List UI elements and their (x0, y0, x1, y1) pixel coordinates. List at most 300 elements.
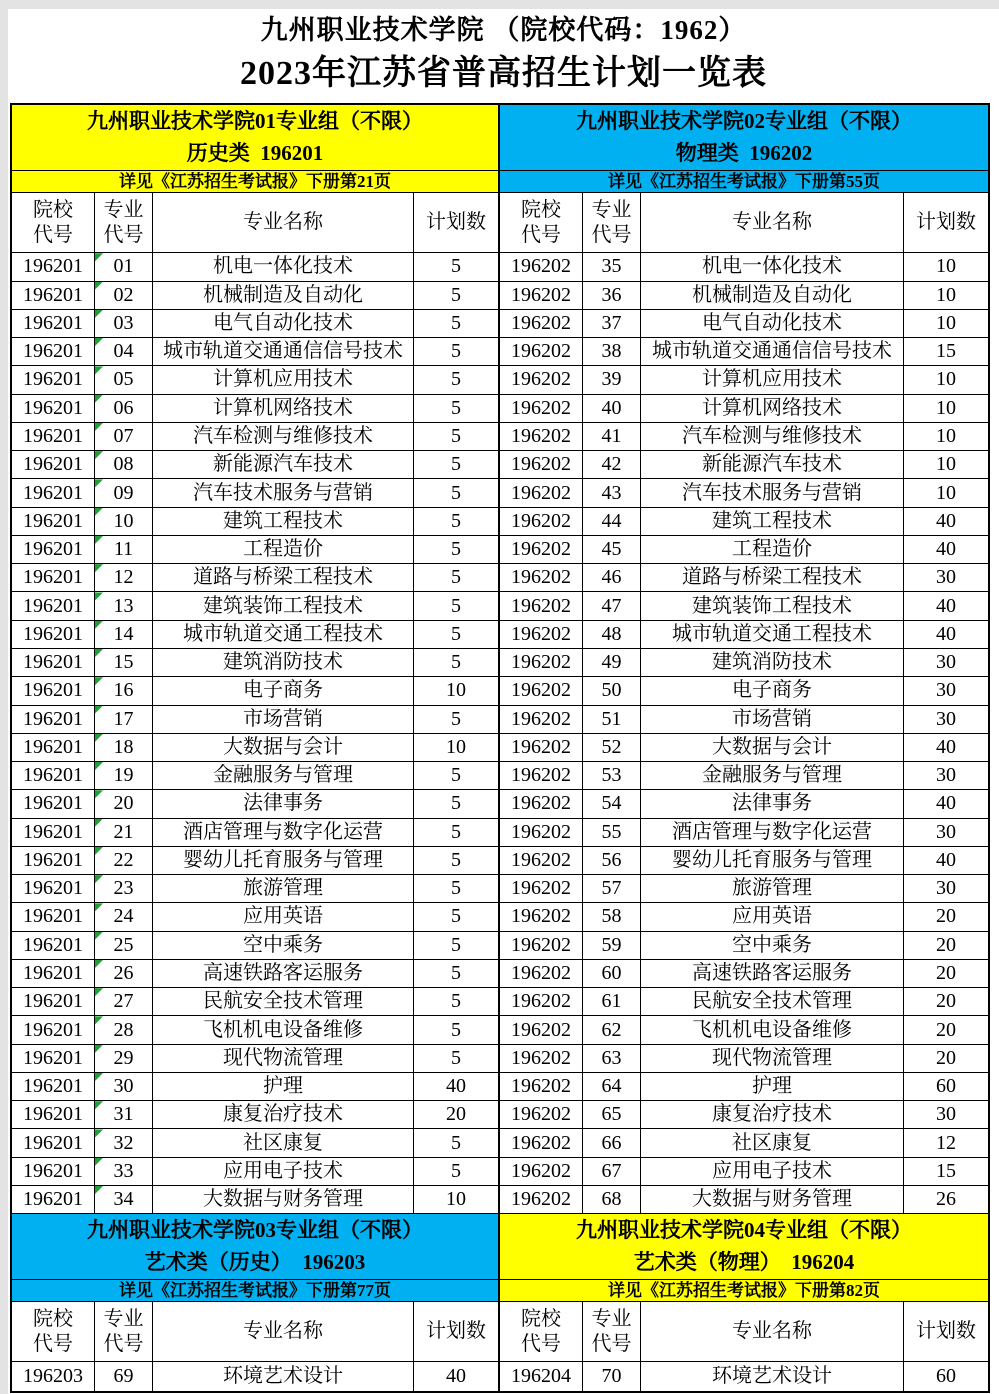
major-name-cell: 社区康复 (641, 1129, 904, 1156)
table-row (500, 479, 988, 507)
major-code-cell: 37 (583, 310, 641, 337)
major-name-cell: 工程造价 (641, 536, 904, 563)
panel-group-04 (500, 1214, 988, 1390)
group-03-note: 详见《江苏招生考试报》下册第77页 (12, 1280, 498, 1302)
plan-count-cell: 5 (451, 509, 461, 532)
college-code-cell: 196202 (500, 734, 583, 761)
flag-triangle-icon (95, 988, 103, 996)
college-code-cell: 196202 (500, 282, 583, 309)
plan-count-cell: 20 (936, 990, 956, 1013)
plan-count-cell: 40 (936, 594, 956, 617)
spreadsheet-page (8, 9, 999, 1394)
flag-triangle-icon (95, 677, 103, 685)
table-row (500, 903, 988, 931)
table-row (500, 960, 988, 988)
table-row (12, 366, 498, 394)
table-row (500, 621, 988, 649)
flag-triangle-icon (95, 282, 103, 290)
table-row (12, 282, 498, 310)
college-code-cell: 196201 (12, 1073, 95, 1100)
flag-triangle-icon (95, 706, 103, 714)
plan-count-cell: 5 (451, 594, 461, 617)
major-code-cell: 49 (583, 649, 641, 676)
column-header-major-name: 专业名称 (641, 1302, 904, 1361)
group-02-header (500, 105, 988, 171)
table-row (500, 564, 988, 592)
major-name-cell: 计算机网络技术 (641, 395, 904, 422)
college-code-cell: 196201 (12, 932, 95, 959)
column-header-major-name: 专业名称 (153, 1302, 414, 1361)
major-code-cell: 63 (583, 1045, 641, 1072)
plan-count-cell: 5 (451, 622, 461, 645)
table-row (500, 423, 988, 451)
college-code-cell: 196201 (12, 734, 95, 761)
major-name-cell: 计算机应用技术 (641, 366, 904, 393)
college-code-cell: 196201 (12, 790, 95, 817)
major-name-cell: 现代物流管理 (153, 1045, 414, 1072)
college-code-cell: 196201 (12, 1016, 95, 1043)
major-code-cell: 59 (583, 932, 641, 959)
table-row (500, 1016, 988, 1044)
plan-count-cell: 10 (936, 396, 956, 419)
plan-count-cell: 15 (936, 1159, 956, 1182)
major-code-cell: 29 (95, 1045, 153, 1072)
plan-count-cell: 20 (446, 1103, 466, 1126)
table-row (12, 395, 498, 423)
college-code-cell: 196201 (12, 282, 95, 309)
flag-triangle-icon (95, 847, 103, 855)
plan-count-cell: 5 (451, 1159, 461, 1182)
column-header-plan-count: 计划数 (426, 1320, 486, 1343)
major-code-cell: 62 (583, 1016, 641, 1043)
table-row (12, 508, 498, 536)
table-row (500, 706, 988, 734)
major-code-cell: 64 (583, 1073, 641, 1100)
plan-count-cell: 5 (451, 255, 461, 278)
table-row (500, 988, 988, 1016)
college-code-cell: 196202 (500, 1186, 583, 1213)
column-header-plan-count: 计划数 (426, 211, 486, 234)
flag-triangle-icon (95, 395, 103, 403)
college-code-cell: 196201 (12, 366, 95, 393)
college-code-cell: 196201 (12, 649, 95, 676)
major-code-cell: 56 (583, 847, 641, 874)
major-name-cell: 金融服务与管理 (153, 762, 414, 789)
plan-count-cell: 5 (451, 707, 461, 730)
major-name-cell: 建筑消防技术 (641, 649, 904, 676)
major-code-cell: 40 (583, 395, 641, 422)
major-code-cell: 13 (95, 592, 153, 619)
college-code-cell: 196201 (12, 592, 95, 619)
flag-triangle-icon (95, 1158, 103, 1166)
plan-count-cell: 5 (451, 283, 461, 306)
flag-triangle-icon (95, 649, 103, 657)
table-row (12, 310, 498, 338)
plan-count-cell: 30 (936, 707, 956, 730)
table-row (500, 253, 988, 281)
major-code-cell: 55 (583, 819, 641, 846)
table-row (500, 282, 988, 310)
major-code-cell: 17 (95, 706, 153, 733)
group-name: 九州职业技术学院02专业组（不限） (576, 109, 912, 134)
major-code-cell: 22 (95, 847, 153, 874)
college-code-cell: 196201 (12, 338, 95, 365)
college-code-cell: 196202 (500, 1016, 583, 1043)
plan-count-cell: 5 (451, 311, 461, 334)
plan-count-cell: 10 (936, 368, 956, 391)
major-name-cell: 汽车技术服务与营销 (153, 479, 414, 506)
table-row (500, 366, 988, 394)
table-row (500, 536, 988, 564)
major-code-cell: 61 (583, 988, 641, 1015)
group-name: 九州职业技术学院01专业组（不限） (87, 109, 423, 134)
plan-count-cell: 20 (936, 962, 956, 985)
major-code-cell: 09 (95, 479, 153, 506)
major-code-cell: 38 (583, 338, 641, 365)
college-code-cell: 196202 (500, 960, 583, 987)
college-code-cell: 196201 (12, 819, 95, 846)
column-header-text: 代号 (103, 223, 144, 246)
major-name-cell: 机械制造及自动化 (153, 282, 414, 309)
column-header-text: 代号 (33, 223, 73, 246)
major-code-cell: 31 (95, 1101, 153, 1128)
plan-count-cell: 5 (451, 848, 461, 871)
college-code-cell: 196202 (500, 677, 583, 704)
major-name-cell: 电气自动化技术 (153, 310, 414, 337)
flag-triangle-icon (95, 310, 103, 318)
college-code-cell: 196201 (12, 479, 95, 506)
table-row (12, 903, 498, 931)
table-row (12, 253, 498, 281)
plan-count-cell: 30 (936, 566, 956, 589)
major-name-cell: 婴幼儿托育服务与管理 (641, 847, 904, 874)
group-04-header (500, 1214, 988, 1280)
flag-triangle-icon (95, 903, 103, 911)
table-row (12, 479, 498, 507)
major-name-cell: 新能源汽车技术 (641, 451, 904, 478)
major-name-cell: 电子商务 (641, 677, 904, 704)
flag-triangle-icon (95, 592, 103, 600)
plan-count-cell: 30 (936, 764, 956, 787)
major-code-cell: 11 (95, 536, 153, 563)
college-code-cell: 196202 (500, 395, 583, 422)
college-code-cell: 196203 (12, 1362, 95, 1390)
major-name-cell: 汽车技术服务与营销 (641, 479, 904, 506)
column-header-text: 院校 (33, 198, 73, 221)
plan-count-cell: 20 (936, 1018, 956, 1041)
major-code-cell: 25 (95, 932, 153, 959)
column-headers (500, 1302, 988, 1362)
flag-triangle-icon (95, 819, 103, 827)
college-code-cell: 196202 (500, 508, 583, 535)
table-row (12, 536, 498, 564)
college-code-cell: 196201 (12, 253, 95, 280)
college-code-cell: 196201 (12, 395, 95, 422)
major-code-cell: 23 (95, 875, 153, 902)
college-code-cell: 196202 (500, 310, 583, 337)
college-code-cell: 196202 (500, 649, 583, 676)
major-name-cell: 机电一体化技术 (641, 253, 904, 280)
major-code-cell: 05 (95, 366, 153, 393)
college-code-cell: 196201 (12, 847, 95, 874)
major-name-cell: 建筑消防技术 (153, 649, 414, 676)
table-row (500, 1073, 988, 1101)
group-04-note: 详见《江苏招生考试报》下册第82页 (500, 1280, 988, 1302)
major-name-cell: 应用电子技术 (641, 1158, 904, 1185)
table-row (12, 706, 498, 734)
table-row (500, 508, 988, 536)
flag-triangle-icon (95, 762, 103, 770)
plan-count-cell: 30 (936, 877, 956, 900)
college-code-cell: 196204 (500, 1362, 583, 1390)
group-name: 九州职业技术学院03专业组（不限） (87, 1218, 423, 1243)
column-header-plan-count: 计划数 (916, 1320, 976, 1343)
table-body-group-01 (12, 253, 498, 1214)
table-row (500, 762, 988, 790)
major-name-cell: 工程造价 (153, 536, 414, 563)
table-row (500, 790, 988, 818)
major-name-cell: 民航安全技术管理 (641, 988, 904, 1015)
college-code-cell: 196202 (500, 790, 583, 817)
major-name-cell: 大数据与财务管理 (153, 1186, 414, 1213)
major-name-cell: 城市轨道交通工程技术 (641, 621, 904, 648)
panel-group-02 (500, 105, 988, 1214)
college-code-cell: 196202 (500, 451, 583, 478)
major-name-cell: 道路与桥梁工程技术 (153, 564, 414, 591)
major-code-cell: 46 (583, 564, 641, 591)
college-code-cell: 196201 (12, 706, 95, 733)
college-code-cell: 196201 (12, 1129, 95, 1156)
major-name-cell: 空中乘务 (153, 932, 414, 959)
plan-count-cell: 5 (451, 1018, 461, 1041)
flag-triangle-icon (95, 1073, 103, 1081)
column-header-text: 专业 (103, 198, 144, 221)
column-header-text: 代号 (521, 223, 561, 246)
panel-group-01 (12, 105, 500, 1214)
plan-count-cell: 5 (451, 340, 461, 363)
table-row (12, 960, 498, 988)
major-code-cell: 65 (583, 1101, 641, 1128)
panel-group-03 (12, 1214, 500, 1390)
column-headers (500, 193, 988, 253)
major-code-cell: 03 (95, 310, 153, 337)
major-code-cell: 30 (95, 1073, 153, 1100)
table-row (500, 451, 988, 479)
major-name-cell: 旅游管理 (153, 875, 414, 902)
college-code-cell: 196201 (12, 677, 95, 704)
major-code-cell: 68 (583, 1186, 641, 1213)
major-code-cell: 21 (95, 819, 153, 846)
major-code-cell: 36 (583, 282, 641, 309)
column-header-major-name: 专业名称 (641, 193, 904, 252)
table-row (500, 1045, 988, 1073)
plan-count-cell: 5 (451, 651, 461, 674)
major-code-cell: 54 (583, 790, 641, 817)
plan-count-cell: 40 (446, 1075, 466, 1098)
table-row (12, 932, 498, 960)
plan-count-cell: 10 (446, 735, 466, 758)
major-code-cell: 26 (95, 960, 153, 987)
flag-triangle-icon (95, 479, 103, 487)
table-row (500, 649, 988, 677)
plan-count-cell: 40 (446, 1364, 466, 1387)
college-code-cell: 196202 (500, 762, 583, 789)
plan-count-cell: 60 (936, 1364, 956, 1387)
column-header-text: 专业 (591, 1307, 632, 1330)
flag-triangle-icon (95, 960, 103, 968)
plan-count-cell: 10 (936, 453, 956, 476)
column-header-college-code (12, 193, 95, 252)
college-code-cell: 196201 (12, 762, 95, 789)
table-row (500, 1362, 988, 1390)
major-code-cell: 58 (583, 903, 641, 930)
plan-count-cell: 30 (936, 679, 956, 702)
college-code-cell: 196202 (500, 706, 583, 733)
group-01-header (12, 105, 498, 171)
major-code-cell: 08 (95, 451, 153, 478)
table-row (12, 423, 498, 451)
table-row (12, 790, 498, 818)
major-code-cell: 19 (95, 762, 153, 789)
table-body-group-02 (500, 253, 988, 1214)
table-row (12, 621, 498, 649)
column-header-major-code (95, 1302, 153, 1361)
plan-count-cell: 40 (936, 735, 956, 758)
major-name-cell: 建筑工程技术 (641, 508, 904, 535)
college-code-cell: 196202 (500, 903, 583, 930)
flag-triangle-icon (95, 621, 103, 629)
plan-count-cell: 5 (451, 1131, 461, 1154)
group-name: 九州职业技术学院04专业组（不限） (576, 1218, 912, 1243)
table-row (12, 734, 498, 762)
column-header-college-code (500, 193, 583, 252)
plan-count-cell: 26 (936, 1188, 956, 1211)
column-header-text: 院校 (521, 198, 561, 221)
major-code-cell: 07 (95, 423, 153, 450)
table-row (500, 1186, 988, 1214)
table-row (12, 762, 498, 790)
major-name-cell: 护理 (641, 1073, 904, 1100)
page-title: 九州职业技术学院 （院校代码：1962） (260, 15, 747, 45)
table-row (12, 649, 498, 677)
major-name-cell: 飞机机电设备维修 (153, 1016, 414, 1043)
major-code-cell: 41 (583, 423, 641, 450)
major-name-cell: 康复治疗技术 (641, 1101, 904, 1128)
college-code-cell: 196202 (500, 1158, 583, 1185)
table-row (12, 1045, 498, 1073)
major-name-cell: 应用电子技术 (153, 1158, 414, 1185)
plan-count-cell: 40 (936, 538, 956, 561)
plan-count-cell: 10 (446, 1188, 466, 1211)
group-category: 物理类 196202 (675, 140, 813, 165)
plan-count-cell: 10 (936, 255, 956, 278)
major-name-cell: 计算机网络技术 (153, 395, 414, 422)
major-name-cell: 城市轨道交通工程技术 (153, 621, 414, 648)
major-code-cell: 24 (95, 903, 153, 930)
enrollment-plan-table (10, 103, 990, 1392)
group-category: 艺术类（物理） 196204 (633, 1249, 855, 1274)
table-row (500, 734, 988, 762)
plan-count-cell: 5 (451, 538, 461, 561)
plan-count-cell: 12 (936, 1131, 956, 1154)
plan-count-cell: 60 (936, 1075, 956, 1098)
major-code-cell: 48 (583, 621, 641, 648)
table-row (500, 395, 988, 423)
major-name-cell: 电子商务 (153, 677, 414, 704)
major-code-cell: 20 (95, 790, 153, 817)
table-row (500, 1101, 988, 1129)
flag-triangle-icon (95, 536, 103, 544)
table-body-group-03 (12, 1362, 498, 1390)
college-code-cell: 196201 (12, 310, 95, 337)
plan-count-cell: 5 (451, 820, 461, 843)
plan-count-cell: 5 (451, 453, 461, 476)
major-name-cell: 社区康复 (153, 1129, 414, 1156)
table-row (12, 875, 498, 903)
major-code-cell: 10 (95, 508, 153, 535)
flag-triangle-icon (95, 1101, 103, 1109)
college-code-cell: 196202 (500, 564, 583, 591)
table-row (12, 1186, 498, 1214)
group-category: 历史类 196201 (186, 140, 324, 165)
major-code-cell: 16 (95, 677, 153, 704)
college-code-cell: 196201 (12, 960, 95, 987)
major-name-cell: 婴幼儿托育服务与管理 (153, 847, 414, 874)
college-code-cell: 196202 (500, 621, 583, 648)
plan-count-cell: 10 (936, 424, 956, 447)
major-name-cell: 汽车检测与维修技术 (641, 423, 904, 450)
flag-triangle-icon (95, 1045, 103, 1053)
column-header-text: 代号 (591, 223, 632, 246)
major-name-cell: 建筑装饰工程技术 (641, 592, 904, 619)
plan-count-cell: 30 (936, 820, 956, 843)
college-code-cell: 196201 (12, 508, 95, 535)
table-body-group-04 (500, 1362, 988, 1390)
column-header-text: 代号 (521, 1332, 561, 1355)
column-header-major-name: 专业名称 (153, 193, 414, 252)
major-name-cell: 高速铁路客运服务 (641, 960, 904, 987)
table-row (12, 988, 498, 1016)
major-name-cell: 康复治疗技术 (153, 1101, 414, 1128)
plan-count-cell: 40 (936, 848, 956, 871)
plan-count-cell: 40 (936, 509, 956, 532)
table-row (12, 451, 498, 479)
college-code-cell: 196202 (500, 932, 583, 959)
table-row (12, 1073, 498, 1101)
college-code-cell: 196202 (500, 423, 583, 450)
major-code-cell: 01 (95, 253, 153, 280)
flag-triangle-icon (95, 253, 103, 261)
column-header-major-code (95, 193, 153, 252)
plan-count-cell: 20 (936, 933, 956, 956)
college-code-cell: 196202 (500, 253, 583, 280)
major-code-cell: 45 (583, 536, 641, 563)
plan-count-cell: 10 (936, 311, 956, 334)
column-header-plan-count: 计划数 (916, 211, 976, 234)
table-row (500, 1158, 988, 1186)
college-code-cell: 196201 (12, 423, 95, 450)
major-name-cell: 机电一体化技术 (153, 253, 414, 280)
flag-triangle-icon (95, 423, 103, 431)
plan-count-cell: 5 (451, 962, 461, 985)
college-code-cell: 196202 (500, 988, 583, 1015)
group-01-note: 详见《江苏招生考试报》下册第21页 (12, 171, 498, 193)
college-code-cell: 196202 (500, 819, 583, 846)
major-code-cell: 27 (95, 988, 153, 1015)
major-code-cell: 14 (95, 621, 153, 648)
plan-count-cell: 30 (936, 1103, 956, 1126)
major-name-cell: 应用英语 (641, 903, 904, 930)
